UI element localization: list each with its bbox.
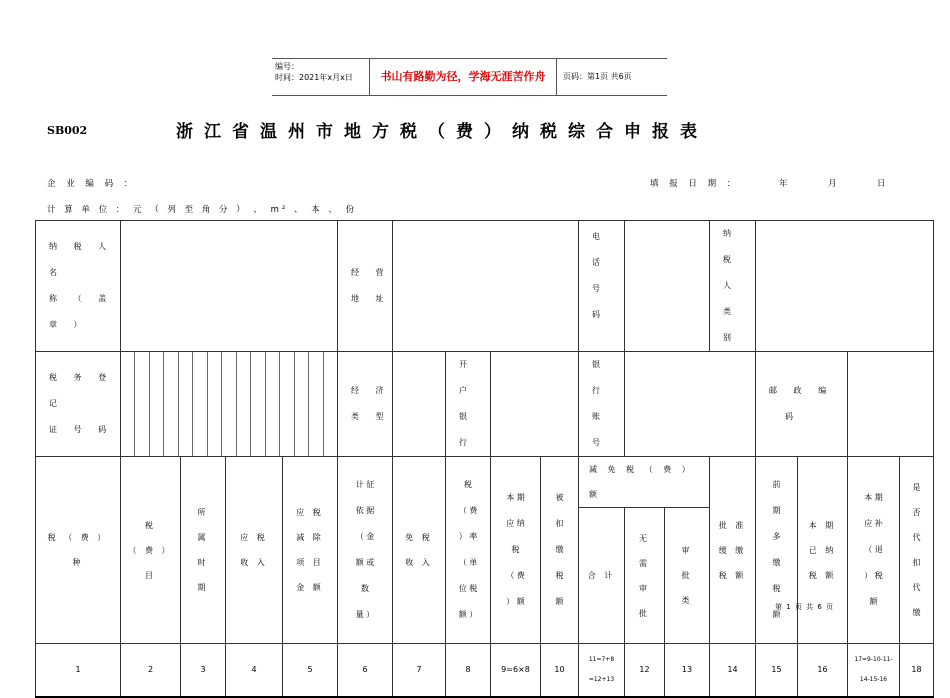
bank-account-field[interactable] xyxy=(625,352,756,457)
col-number: 10 xyxy=(541,644,579,697)
col-tax-item: 税 （ 费 ） 目 xyxy=(121,457,181,644)
col-number: 15 xyxy=(756,644,798,697)
col-exemption-total: 合 计 xyxy=(579,508,625,644)
econ-type-field[interactable] xyxy=(393,352,446,457)
col-withheld-tax: 被 扣 缴 税 额 xyxy=(541,457,579,644)
open-bank-field[interactable] xyxy=(491,352,579,457)
page-label: 页码：第1页 共6页 xyxy=(563,72,632,81)
col-number: 8 xyxy=(446,644,491,697)
col-number: 6 xyxy=(338,644,393,697)
col-no-approval: 无 需 审 批 xyxy=(625,508,665,644)
col-overpaid: 前 期 多 缴 税 额 xyxy=(756,457,798,644)
col-period: 所 属 时 期 xyxy=(181,457,226,644)
form-code: SB002 xyxy=(47,124,88,137)
postal-code-field[interactable] xyxy=(848,352,934,457)
month-label: 月 xyxy=(828,179,841,189)
col-group-exemption: 减 免 税 （ 费 ） 额 xyxy=(579,457,710,508)
motto: 书山有路勤为径，学海无涯苦作舟 xyxy=(369,59,557,95)
col-supplement-refund: 本 期 应 补 （ 退 ） 税 额 xyxy=(848,457,900,644)
table-header-row xyxy=(36,457,934,508)
table-row xyxy=(36,644,934,697)
col-number: 4 xyxy=(226,644,283,697)
col-number: 14 xyxy=(710,644,756,697)
col-deduction: 应 税 减 除 项 目 金 额 xyxy=(283,457,338,644)
table-row xyxy=(36,352,934,457)
col-number: 12 xyxy=(625,644,665,697)
bank-account-label: 银 行 账 号 xyxy=(579,352,625,457)
phone-field[interactable] xyxy=(625,221,710,352)
taxpayer-type-field[interactable] xyxy=(756,221,934,352)
business-address-label: 经 营 地 址 xyxy=(338,221,393,352)
open-bank-label: 开 户 银 行 xyxy=(446,352,491,457)
taxpayer-name-field[interactable] xyxy=(121,221,338,352)
number-label: 编号： xyxy=(275,62,299,71)
col-number-formula: 17=9-10-11- 14-15-16 xyxy=(848,644,900,697)
day-label: 日 xyxy=(877,179,890,189)
col-exempt-income: 免 税 收 入 xyxy=(393,457,446,644)
col-number: 13 xyxy=(665,644,710,697)
col-approval-type: 审 批 类 xyxy=(665,508,710,644)
year-label: 年 xyxy=(779,179,792,189)
tax-reg-label: 税 务 登 记 证 号 码 xyxy=(36,352,121,457)
declaration-table xyxy=(35,220,934,698)
tax-reg-digit-boxes[interactable] xyxy=(121,352,338,457)
page-footer: 第 1 页 共 6 页 xyxy=(775,603,835,611)
col-approved-deferral: 批 准 缓 缴 税 额 xyxy=(710,457,756,644)
col-withholding: 是 否 代 扣 代 缴 xyxy=(900,457,934,644)
col-tax-rate: 税 （ 费 ） 率 （ 单 位 税 额 ） xyxy=(446,457,491,644)
col-number: 7 xyxy=(393,644,446,697)
header-meta xyxy=(272,59,369,95)
col-number: 5 xyxy=(283,644,338,697)
unit-label: 计 算 单 位 ： 元 （ 列 至 角 分 ） 、 m² 、 本 、 份 xyxy=(47,205,358,215)
col-tax-type: 税 （ 费 ） 种 xyxy=(36,457,121,644)
taxpayer-type-label: 纳 税 人 类 别 xyxy=(710,221,756,352)
postal-code-label: 邮 政 编 码 xyxy=(756,352,848,457)
col-number: 3 xyxy=(181,644,226,697)
col-number: 1 xyxy=(36,644,121,697)
col-number: 16 xyxy=(798,644,848,697)
business-address-field[interactable] xyxy=(393,221,579,352)
page-title: 浙江省温州市地方税（费）纳税综合申报表 xyxy=(176,122,708,142)
time-label: 时间：2021年x月x日 xyxy=(275,73,353,82)
col-payable-tax: 本 期 应 纳 税 （ 费 ） 额 xyxy=(491,457,541,644)
table-row xyxy=(36,221,934,352)
document-header xyxy=(272,58,667,96)
econ-type-label: 经 济 类 型 xyxy=(338,352,393,457)
col-number: 18 xyxy=(900,644,934,697)
col-number: 9=6×8 xyxy=(491,644,541,697)
col-paid-this-period: 本 期 已 纳 税 额 xyxy=(798,457,848,644)
col-taxable-income: 应 税 收 入 xyxy=(226,457,283,644)
phone-label: 电 话 号 码 xyxy=(579,221,625,352)
taxpayer-name-label: 纳 税 人 名 称 （ 盖 章 ） xyxy=(36,221,121,352)
company-code-label: 企 业 编 码 ： xyxy=(47,179,137,189)
fill-date-label: 填 报 日 期 ： xyxy=(650,179,740,189)
col-tax-basis: 计 征 依 据 （ 金 额 或 数 量 ） xyxy=(338,457,393,644)
col-number-formula: 11=7+8 =12+13 xyxy=(579,644,625,697)
col-number: 2 xyxy=(121,644,181,697)
